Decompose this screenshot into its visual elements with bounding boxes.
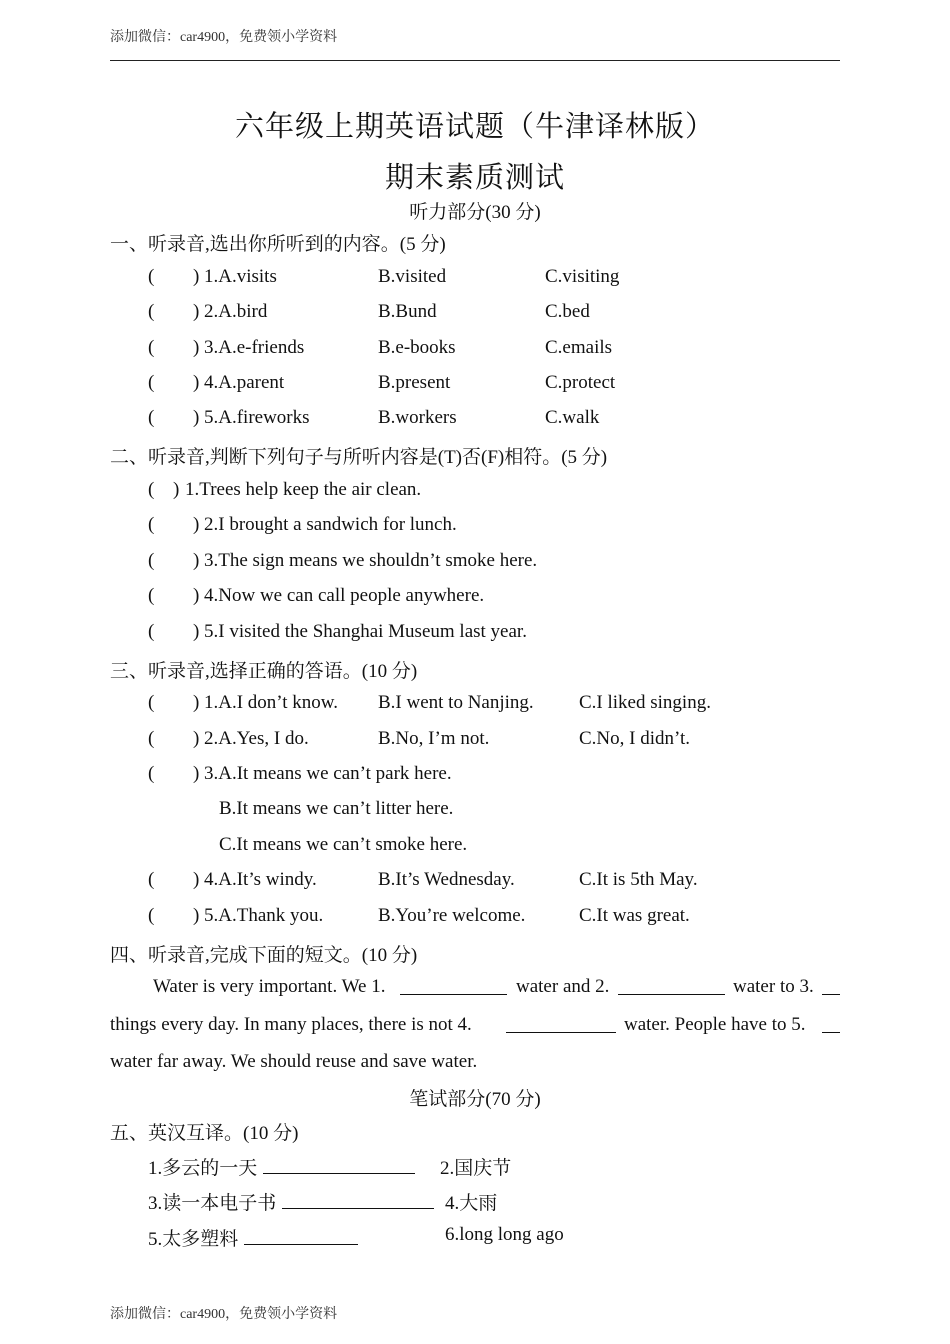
answer-paren-close: ) — [193, 692, 200, 713]
answer-paren: ( — [148, 585, 155, 606]
answer-paren-close: ) — [193, 621, 200, 642]
answer-paren-close: ) — [193, 266, 200, 287]
answer-paren-close: ) — [193, 905, 200, 926]
tf-statement: 5.I visited the Shanghai Museum last year. — [204, 621, 527, 642]
answer-paren: ( — [148, 407, 155, 428]
option-b: B.present — [378, 372, 451, 393]
section-4-heading: 四、听录音,完成下面的短文。(10 分) — [110, 945, 418, 966]
answer-paren: ( — [148, 869, 155, 890]
tf-statement: 1.Trees help keep the air clean. — [185, 479, 422, 500]
cloze-text: water. People have to 5. — [624, 1014, 806, 1035]
section-1-heading: 一、听录音,选出你所听到的内容。(5 分) — [110, 234, 446, 255]
translate-item: 2.国庆节 — [440, 1158, 512, 1179]
option-a: 2.A.Yes, I do. — [204, 728, 309, 749]
answer-paren: ( — [148, 905, 155, 926]
option-c: C.emails — [545, 337, 613, 358]
option-a: 4.A.It’s windy. — [204, 869, 317, 890]
answer-paren: ( — [148, 550, 155, 571]
answer-paren-close: ) — [193, 869, 200, 890]
tf-statement: 2.I brought a sandwich for lunch. — [204, 514, 457, 535]
header-note: 添加微信：car4900，免费领小学资料 — [110, 30, 338, 45]
answer-blank[interactable] — [244, 1226, 358, 1245]
option-c: C.It is 5th May. — [579, 869, 698, 890]
answer-blank[interactable] — [263, 1155, 415, 1174]
answer-paren: ( — [148, 514, 155, 535]
option-c: C.protect — [545, 372, 616, 393]
answer-paren: ( — [148, 266, 155, 287]
translate-item: 3.读一本电子书 — [148, 1193, 277, 1214]
cloze-text: Water is very important. We 1. — [153, 976, 386, 997]
option-c: C.walk — [545, 407, 600, 428]
answer-paren-close: ) — [193, 585, 200, 606]
page-title: 六年级上期英语试题（牛津译林版） — [234, 111, 715, 143]
option-a: 1.A.I don’t know. — [204, 692, 339, 713]
translate-item: 4.大雨 — [445, 1193, 498, 1214]
answer-paren: ( — [148, 621, 155, 642]
answer-paren: ( — [148, 479, 155, 500]
option-b: B.I went to Nanjing. — [378, 692, 534, 713]
listening-part-label: 听力部分(30 分) — [409, 202, 541, 223]
answer-paren-close: ) — [193, 301, 200, 322]
option-b: B.No, I’m not. — [378, 728, 490, 749]
answer-paren: ( — [148, 372, 155, 393]
option-b: B.workers — [378, 407, 457, 428]
option-c: C.I liked singing. — [579, 692, 711, 713]
option-b: B.It’s Wednesday. — [378, 869, 515, 890]
answer-paren: ( — [148, 301, 155, 322]
translate-item: 6.long long ago — [445, 1224, 564, 1245]
option-a: 5.A.Thank you. — [204, 905, 324, 926]
answer-paren-close: ) — [193, 337, 200, 358]
option-c: C.visiting — [545, 266, 620, 287]
translate-item: 5.太多塑料 — [148, 1229, 239, 1250]
option-c: C.No, I didn’t. — [579, 728, 691, 749]
option-b: B.e-books — [378, 337, 456, 358]
footer-note: 添加微信：car4900，免费领小学资料 — [110, 1307, 338, 1322]
option-a: 3.A.e-friends — [204, 337, 305, 358]
tf-statement: 4.Now we can call people anywhere. — [204, 585, 485, 606]
section-5-heading: 五、英汉互译。(10 分) — [110, 1123, 299, 1144]
answer-paren-close: ) — [193, 372, 200, 393]
translate-item: 1.多云的一天 — [148, 1158, 258, 1179]
answer-paren-close: ) — [193, 728, 200, 749]
option-a: 3.A.It means we can’t park here. — [204, 763, 452, 784]
tf-statement: 3.The sign means we shouldn’t smoke here. — [204, 550, 538, 571]
answer-paren-close: ) — [193, 514, 200, 535]
page-subtitle: 期末素质测试 — [384, 162, 565, 194]
option-a: 5.A.fireworks — [204, 407, 310, 428]
option-b: B.visited — [378, 266, 447, 287]
option-b: B.You’re welcome. — [378, 905, 526, 926]
blank-5[interactable] — [822, 1014, 840, 1033]
answer-paren: ( — [148, 337, 155, 358]
option-c: C.It was great. — [579, 905, 690, 926]
answer-paren: ( — [148, 692, 155, 713]
option-a: 4.A.parent — [204, 372, 285, 393]
blank-1[interactable] — [400, 976, 507, 995]
option-b: B.Bund — [378, 301, 437, 322]
blank-3[interactable] — [822, 976, 840, 995]
option-c: C.It means we can’t smoke here. — [219, 834, 468, 855]
cloze-text: things every day. In many places, there is not 4. — [110, 1014, 472, 1035]
answer-paren: ( — [148, 763, 155, 784]
answer-paren-close: ) — [173, 479, 180, 500]
section-3-heading: 三、听录音,选择正确的答语。(10 分) — [110, 661, 418, 682]
cloze-text: water far away. We should reuse and save water. — [110, 1051, 478, 1072]
cloze-text: water and 2. — [516, 976, 610, 997]
header-rule — [110, 60, 840, 61]
answer-paren-close: ) — [193, 763, 200, 784]
answer-paren: ( — [148, 728, 155, 749]
answer-paren-close: ) — [193, 407, 200, 428]
blank-4[interactable] — [506, 1014, 616, 1033]
writing-part-label: 笔试部分(70 分) — [409, 1089, 541, 1110]
blank-2[interactable] — [618, 976, 725, 995]
option-a: 2.A.bird — [204, 301, 268, 322]
answer-paren-close: ) — [193, 550, 200, 571]
option-c: C.bed — [545, 301, 590, 322]
option-b: B.It means we can’t litter here. — [219, 798, 454, 819]
section-2-heading: 二、听录音,判断下列句子与所听内容是(T)否(F)相符。(5 分) — [110, 447, 608, 468]
answer-blank[interactable] — [282, 1190, 434, 1209]
cloze-text: water to 3. — [733, 976, 814, 997]
option-a: 1.A.visits — [204, 266, 277, 287]
